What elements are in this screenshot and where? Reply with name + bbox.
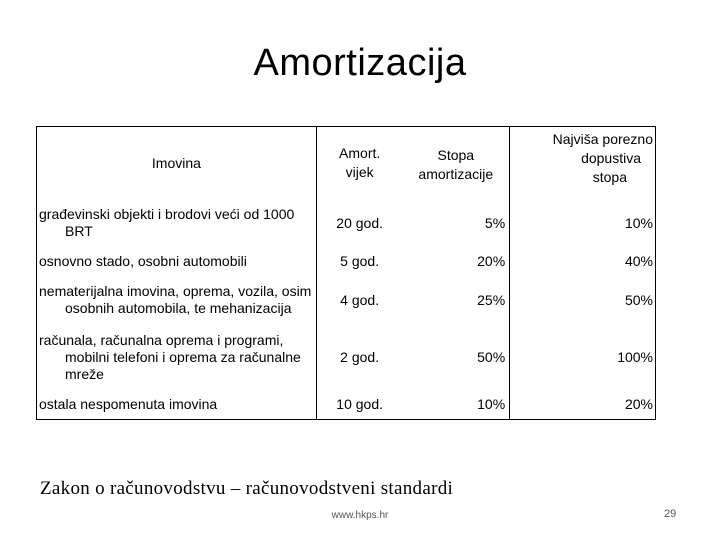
row-najvisa: 50% <box>624 292 653 308</box>
row-stopa: 50% <box>402 325 509 389</box>
header-amort-vijek-line2: vijek <box>345 164 374 180</box>
row-name <box>37 247 317 275</box>
row-name <box>37 199 317 247</box>
row-najvisa: 10% <box>624 215 653 231</box>
row-name <box>37 325 317 389</box>
header-stopa-line2: amortizacije <box>418 166 494 182</box>
row-name <box>37 389 317 420</box>
header-imovina: Imovina <box>37 127 317 200</box>
row-name-line1: ostala nespomenuta imovina <box>39 395 218 412</box>
row-name-line1: građevinski objekti i brodovi veći od 1000 <box>39 206 295 222</box>
header-amort-vijek-line1: Amort. <box>339 145 381 161</box>
table-row <box>37 199 656 247</box>
row-name-line3: mreže <box>65 365 104 382</box>
row-vijek: 4 god. <box>340 292 380 308</box>
row-najvisa: 100% <box>617 349 653 365</box>
row-name-line1: računala, računalna oprema i programi, <box>39 331 284 348</box>
table-header-row <box>37 127 656 200</box>
table-row <box>37 325 656 389</box>
row-name-line2: mobilni telefoni i oprema za računalne <box>65 348 301 365</box>
row-najvisa: 20% <box>624 396 653 412</box>
row-vijek: 10 god. <box>336 396 383 412</box>
row-stopa: 25% <box>402 275 509 325</box>
header-amort-vijek <box>316 127 402 200</box>
table-row <box>37 389 656 420</box>
page-number: 29 <box>664 508 677 520</box>
row-vijek: 5 god. <box>340 253 380 269</box>
legal-reference: Zakon o računovodstvu – računovodstveni standardi <box>40 478 454 499</box>
row-name <box>37 275 317 325</box>
header-najvisa-stopa <box>510 127 656 200</box>
slide-title: Amortizacija <box>253 42 467 84</box>
row-najvisa: 40% <box>624 253 653 269</box>
row-vijek: 20 god. <box>336 215 383 231</box>
row-name-line2: BRT <box>65 223 93 239</box>
amortization-table <box>36 126 656 420</box>
table-row <box>37 247 656 275</box>
header-naj-line3: stopa <box>592 168 627 185</box>
footer-url: www.hkps.hr <box>331 510 389 521</box>
header-stopa-line1: Stopa <box>437 147 475 163</box>
row-vijek: 2 god. <box>340 349 380 365</box>
table-row <box>37 275 656 325</box>
header-stopa-amortizacije <box>402 127 509 200</box>
row-stopa: 5% <box>402 199 509 247</box>
row-name-line2: osobnih automobila, te mehanizacija <box>65 300 292 316</box>
header-naj-line2: dopustiva <box>581 149 641 166</box>
row-stopa: 10% <box>402 389 509 420</box>
row-name-line1: osnovno stado, osobni automobili <box>39 252 247 269</box>
row-stopa: 20% <box>402 247 509 275</box>
header-naj-line1: Najviša porezno <box>552 130 653 147</box>
row-name-line1: nematerijalna imovina, oprema, vozila, osim <box>39 283 312 299</box>
